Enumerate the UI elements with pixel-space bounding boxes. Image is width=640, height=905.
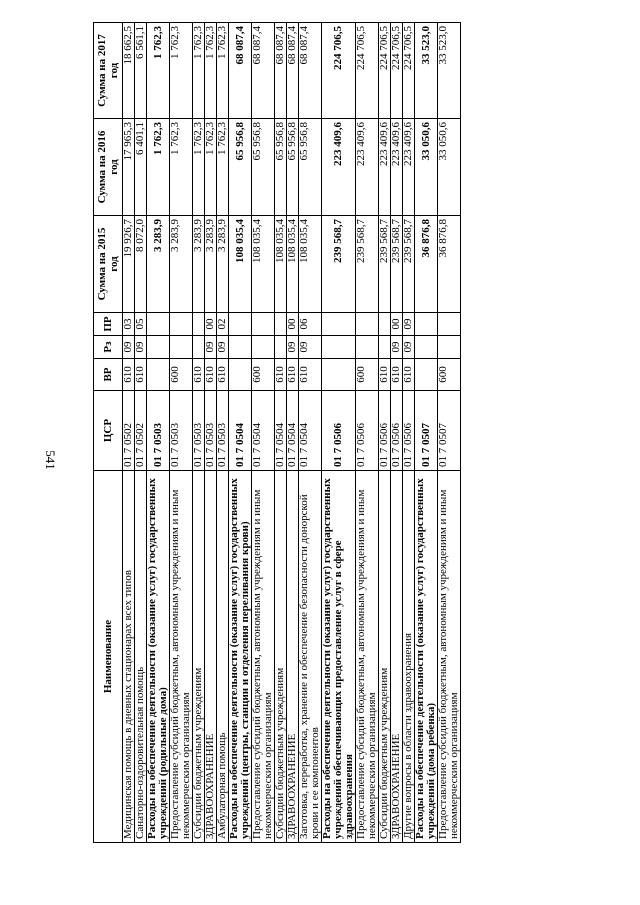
cell-2015: 108 035,4 <box>229 216 252 313</box>
cell-2016: 6 401,1 <box>135 119 147 216</box>
table-body <box>123 23 461 843</box>
cell-2017: 68 087,4 <box>252 23 275 119</box>
cell-2015: 239 568,7 <box>391 216 403 313</box>
cell-2016: 223 409,6 <box>356 119 379 216</box>
cell-pr <box>415 313 438 336</box>
cell-rz: 09 <box>391 336 403 359</box>
cell-2016: 223 409,6 <box>322 119 356 216</box>
cell-rz: 09 <box>135 336 147 359</box>
cell-name: Субсидии бюджетным учреждениям <box>379 471 391 843</box>
rotated-table-container <box>93 23 575 843</box>
cell-2017: 224 706,5 <box>391 23 403 119</box>
cell-2015: 8 072,0 <box>135 216 147 313</box>
cell-pr: 00 <box>205 313 217 336</box>
cell-vr: 610 <box>403 359 415 391</box>
cell-pr: 00 <box>287 313 299 336</box>
cell-name: Субсидии бюджетным учреждениям <box>193 471 205 843</box>
cell-csr: 01 7 0507 <box>438 391 461 471</box>
table-row <box>379 23 391 843</box>
cell-name: Расходы на обеспечение деятельности (оказание услуг) государственных учреждений (дома ребенка) <box>415 471 438 843</box>
cell-rz <box>275 336 287 359</box>
cell-2017: 224 706,5 <box>322 23 356 119</box>
cell-2017: 1 762,3 <box>217 23 229 119</box>
cell-2015: 239 568,7 <box>379 216 391 313</box>
cell-csr: 01 7 0503 <box>193 391 205 471</box>
cell-2015: 108 035,4 <box>299 216 322 313</box>
cell-2015: 36 876,8 <box>438 216 461 313</box>
table-row <box>229 23 252 843</box>
table-row <box>287 23 299 843</box>
cell-2017: 6 561,1 <box>135 23 147 119</box>
cell-2015: 108 035,4 <box>252 216 275 313</box>
cell-csr: 01 7 0506 <box>403 391 415 471</box>
cell-rz: 09 <box>123 336 135 359</box>
cell-2015: 3 283,9 <box>205 216 217 313</box>
cell-pr <box>322 313 356 336</box>
cell-2015: 239 568,7 <box>403 216 415 313</box>
cell-pr <box>193 313 205 336</box>
table-row <box>299 23 322 843</box>
cell-pr <box>356 313 379 336</box>
page-number: 541 <box>43 450 58 470</box>
table-row <box>217 23 229 843</box>
table-header-row <box>94 23 123 843</box>
cell-pr <box>252 313 275 336</box>
cell-pr: 06 <box>299 313 322 336</box>
cell-pr <box>275 313 287 336</box>
cell-2017: 18 662,5 <box>123 23 135 119</box>
cell-2016: 65 956,8 <box>299 119 322 216</box>
cell-vr: 600 <box>170 359 193 391</box>
cell-name: Другие вопросы в области здравоохранения <box>403 471 415 843</box>
cell-vr: 600 <box>356 359 379 391</box>
cell-csr: 01 7 0504 <box>299 391 322 471</box>
cell-rz: 09 <box>287 336 299 359</box>
header-2015: Сумма на 2015 год <box>94 216 123 313</box>
cell-2017: 68 087,4 <box>275 23 287 119</box>
cell-2016: 65 956,8 <box>287 119 299 216</box>
cell-csr: 01 7 0502 <box>135 391 147 471</box>
header-vr: ВР <box>94 359 123 391</box>
table-row <box>170 23 193 843</box>
cell-rz: 09 <box>299 336 322 359</box>
cell-2016: 1 762,3 <box>205 119 217 216</box>
header-pr: ПР <box>94 313 123 336</box>
cell-2016: 1 762,3 <box>217 119 229 216</box>
cell-2017: 1 762,3 <box>205 23 217 119</box>
cell-csr: 01 7 0506 <box>379 391 391 471</box>
header-csr: ЦСР <box>94 391 123 471</box>
table-row <box>356 23 379 843</box>
cell-2016: 223 409,6 <box>379 119 391 216</box>
cell-vr: 600 <box>252 359 275 391</box>
cell-rz <box>147 336 170 359</box>
cell-rz <box>229 336 252 359</box>
cell-rz <box>438 336 461 359</box>
cell-2017: 33 523,0 <box>438 23 461 119</box>
cell-2015: 36 876,8 <box>415 216 438 313</box>
cell-vr: 610 <box>193 359 205 391</box>
cell-vr <box>415 359 438 391</box>
cell-name: Расходы на обеспечение деятельности (оказание услуг) государственных учреждений (центры, станции и отделения переливания крови) <box>229 471 252 843</box>
cell-2016: 33 050,6 <box>438 119 461 216</box>
cell-rz <box>322 336 356 359</box>
cell-vr: 610 <box>391 359 403 391</box>
cell-pr <box>438 313 461 336</box>
cell-csr: 01 7 0502 <box>123 391 135 471</box>
cell-csr: 01 7 0503 <box>170 391 193 471</box>
header-2017: Сумма на 2017 год <box>94 23 123 119</box>
table-row <box>322 23 356 843</box>
cell-pr: 09 <box>403 313 415 336</box>
cell-csr: 01 7 0506 <box>322 391 356 471</box>
cell-name: Предоставление субсидий бюджетным, автономным учреждениям и иным некоммерческим организациям <box>438 471 461 843</box>
cell-2015: 3 283,9 <box>147 216 170 313</box>
cell-2017: 1 762,3 <box>147 23 170 119</box>
cell-2015: 108 035,4 <box>275 216 287 313</box>
table-row <box>135 23 147 843</box>
cell-vr <box>229 359 252 391</box>
cell-name: ЗДРАВООХРАНЕНИЕ <box>391 471 403 843</box>
cell-2015: 3 283,9 <box>193 216 205 313</box>
cell-vr: 610 <box>287 359 299 391</box>
cell-2015: 3 283,9 <box>170 216 193 313</box>
cell-csr: 01 7 0503 <box>217 391 229 471</box>
cell-2016: 65 956,8 <box>229 119 252 216</box>
cell-csr: 01 7 0504 <box>275 391 287 471</box>
cell-csr: 01 7 0504 <box>229 391 252 471</box>
cell-csr: 01 7 0504 <box>252 391 275 471</box>
header-2016: Сумма на 2016 год <box>94 119 123 216</box>
cell-2016: 223 409,6 <box>403 119 415 216</box>
cell-2015: 239 568,7 <box>356 216 379 313</box>
cell-2017: 68 087,4 <box>287 23 299 119</box>
cell-2016: 1 762,3 <box>193 119 205 216</box>
cell-vr: 610 <box>205 359 217 391</box>
cell-vr: 610 <box>379 359 391 391</box>
cell-name: Санаторно-оздоровительная помощь <box>135 471 147 843</box>
cell-2016: 17 965,3 <box>123 119 135 216</box>
table-row <box>275 23 287 843</box>
cell-pr: 02 <box>217 313 229 336</box>
cell-csr: 01 7 0506 <box>356 391 379 471</box>
cell-rz: 09 <box>217 336 229 359</box>
cell-vr: 610 <box>217 359 229 391</box>
table-row <box>205 23 217 843</box>
cell-rz <box>193 336 205 359</box>
cell-vr <box>322 359 356 391</box>
cell-name: Предоставление субсидий бюджетным, автономным учреждениям и иным некоммерческим организациям <box>356 471 379 843</box>
budget-table <box>93 22 461 843</box>
cell-2016: 223 409,6 <box>391 119 403 216</box>
cell-vr: 600 <box>438 359 461 391</box>
cell-csr: 01 7 0503 <box>147 391 170 471</box>
cell-name: Субсидии бюджетным учреждениям <box>275 471 287 843</box>
cell-2017: 68 087,4 <box>229 23 252 119</box>
cell-vr: 610 <box>135 359 147 391</box>
cell-pr <box>147 313 170 336</box>
cell-name: ЗДРАВООХРАНЕНИЕ <box>287 471 299 843</box>
cell-csr: 01 7 0503 <box>205 391 217 471</box>
table-row <box>438 23 461 843</box>
cell-2017: 1 762,3 <box>170 23 193 119</box>
cell-csr: 01 7 0504 <box>287 391 299 471</box>
cell-pr <box>229 313 252 336</box>
cell-vr <box>147 359 170 391</box>
cell-rz <box>356 336 379 359</box>
header-rz: Рз <box>94 336 123 359</box>
table-row <box>252 23 275 843</box>
cell-pr: 03 <box>123 313 135 336</box>
cell-name: Расходы на обеспечение деятельности (оказание услуг) государственных учреждений обеспечивающих предоставление услуг в сфере здравоохранения <box>322 471 356 843</box>
cell-name: Амбулаторная помощь <box>217 471 229 843</box>
cell-2017: 68 087,4 <box>299 23 322 119</box>
cell-name: Расходы на обеспечение деятельности (оказание услуг) государственных учреждений (родильные дома) <box>147 471 170 843</box>
cell-name: ЗДРАВООХРАНЕНИЕ <box>205 471 217 843</box>
cell-pr <box>170 313 193 336</box>
cell-pr <box>379 313 391 336</box>
cell-vr: 610 <box>123 359 135 391</box>
cell-2015: 19 926,7 <box>123 216 135 313</box>
cell-vr: 610 <box>299 359 322 391</box>
cell-pr: 05 <box>135 313 147 336</box>
cell-rz <box>170 336 193 359</box>
table-row <box>193 23 205 843</box>
cell-2015: 108 035,4 <box>287 216 299 313</box>
cell-rz <box>379 336 391 359</box>
table-row <box>123 23 135 843</box>
cell-2016: 65 956,8 <box>275 119 287 216</box>
table-row <box>403 23 415 843</box>
cell-2015: 239 568,7 <box>322 216 356 313</box>
cell-vr: 610 <box>275 359 287 391</box>
cell-csr: 01 7 0506 <box>391 391 403 471</box>
table-row <box>147 23 170 843</box>
cell-rz <box>252 336 275 359</box>
cell-2017: 224 706,5 <box>379 23 391 119</box>
header-name: Наименование <box>94 471 123 843</box>
cell-2017: 224 706,5 <box>403 23 415 119</box>
cell-2016: 1 762,3 <box>170 119 193 216</box>
table-row <box>391 23 403 843</box>
table-row <box>415 23 438 843</box>
cell-rz: 09 <box>205 336 217 359</box>
cell-pr: 00 <box>391 313 403 336</box>
cell-name: Заготовка, переработка, хранение и обеспечение безопасности донорской крови и ее компонентов <box>299 471 322 843</box>
cell-csr: 01 7 0507 <box>415 391 438 471</box>
cell-2017: 33 523,0 <box>415 23 438 119</box>
cell-2016: 33 050,6 <box>415 119 438 216</box>
cell-2017: 224 706,5 <box>356 23 379 119</box>
cell-name: Предоставление субсидий бюджетным, автономным учреждениям и иным некоммерческим организациям <box>252 471 275 843</box>
cell-name: Медицинская помощь в дневных стационарах всех типов <box>123 471 135 843</box>
cell-rz: 09 <box>403 336 415 359</box>
cell-2017: 1 762,3 <box>193 23 205 119</box>
cell-name: Предоставление субсидий бюджетным, автономным учреждениям и иным некоммерческим организациям <box>170 471 193 843</box>
cell-rz <box>415 336 438 359</box>
cell-2015: 3 283,9 <box>217 216 229 313</box>
cell-2016: 1 762,3 <box>147 119 170 216</box>
cell-2016: 65 956,8 <box>252 119 275 216</box>
